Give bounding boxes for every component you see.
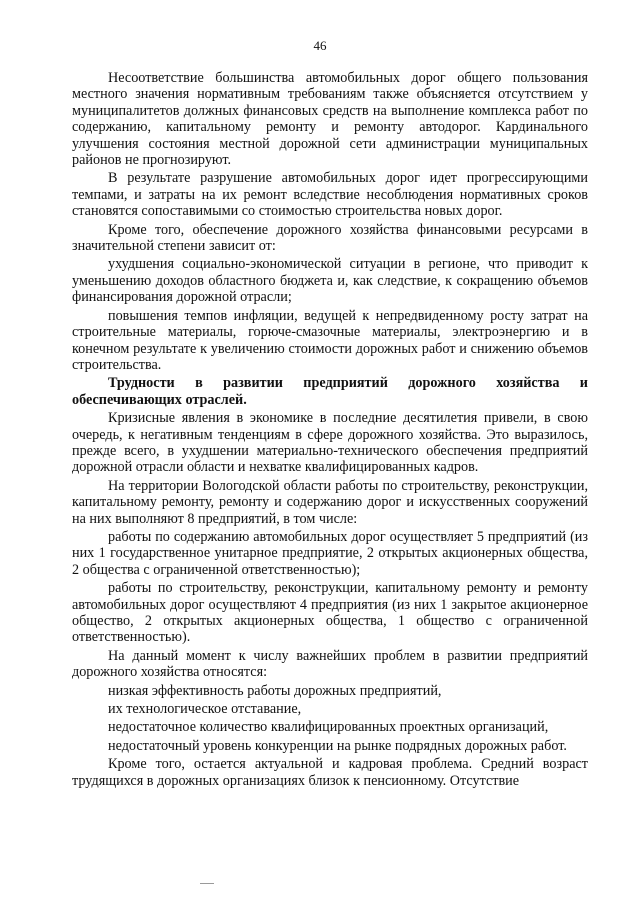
list-item: работы по содержанию автомобильных дорог осуществляет 5 предприятий (из них 1 государственное унитарное предприятие, 2 открытых акционерных общества, 2 общества с ограниченной ответственностью);	[72, 528, 588, 578]
paragraph: На территории Вологодской области работы по строительству, реконструкции, капитальному ремонту, ремонту и содержанию дорог и искусственных сооружений на них выполняют 8 предприятий, в том числе:	[72, 477, 588, 527]
paragraph: Кроме того, остается актуальной и кадровая проблема. Средний возраст трудящихся в дорожных организациях близок к пенсионному. Отсутствие	[72, 756, 588, 789]
list-item: недостаточный уровень конкуренции на рынке подрядных дорожных работ.	[108, 737, 567, 754]
list-item: работы по строительству, реконструкции, капитальному ремонту и ремонту автомобильных дорог осуществляют 4 предприятия (из них 1 закрытое акционерное общество, 2 открытых акционерных общества, 1 общество с ограниченной ответственностью).	[72, 580, 588, 646]
list-item: ухудшения социально-экономической ситуации в регионе, что приводит к уменьшению доходов областного бюджета и, как следствие, к сокращению объемов финансирования дорожной отрасли;	[72, 256, 588, 306]
list-item: их технологическое отставание,	[108, 701, 302, 718]
scan-mark	[200, 883, 214, 884]
paragraph: Кроме того, обеспечение дорожного хозяйства финансовыми ресурсами в значительной степени зависит от:	[72, 221, 588, 255]
page-number: 46	[313, 38, 327, 53]
section-heading: Трудности в развитии предприятий дорожного хозяйства и обеспечивающих отраслей.	[72, 375, 588, 408]
list-item: повышения темпов инфляции, ведущей к непредвиденному росту затрат на строительные материалы, горюче-смазочные материалы, электроэнергию и в конечном результате к увеличению стоимости дорожных работ и снижению объемов строительства.	[72, 307, 588, 373]
list-item: низкая эффективность работы дорожных предприятий,	[108, 682, 442, 699]
list-item: недостаточное количество квалифицированных проектных организаций,	[108, 719, 549, 736]
document-body	[72, 70, 588, 789]
paragraph: Несоответствие большинства автомобильных дорог общего пользования местного значения нормативным требованиям также объясняется отсутствием у муниципалитетов должных финансовых средств на выполнение комплекса работ по содержанию, капитальному ремонту и ремонту автодорог. Кардинального улучшения состояния местной дорожной сети администрации муниципальных районов не прогнозируют.	[72, 70, 588, 169]
paragraph: В результате разрушение автомобильных дорог идет прогрессирующими темпами, и затраты на их ремонт вследствие несоблюдения нормативных сроков становятся сопоставимыми со стоимостью строительства новых дорог.	[72, 170, 588, 220]
paragraph: Кризисные явления в экономике в последние десятилетия привели, в свою очередь, к негативным тенденциям в сфере дорожного хозяйства. Это выразилось, прежде всего, в ухудшении материально-технического обеспечения предприятий дорожной отрасли области и нехватке квалифицированных кадров.	[72, 410, 588, 476]
paragraph: На данный момент к числу важнейших проблем в развитии предприятий дорожного хозяйства относятся:	[72, 647, 588, 681]
